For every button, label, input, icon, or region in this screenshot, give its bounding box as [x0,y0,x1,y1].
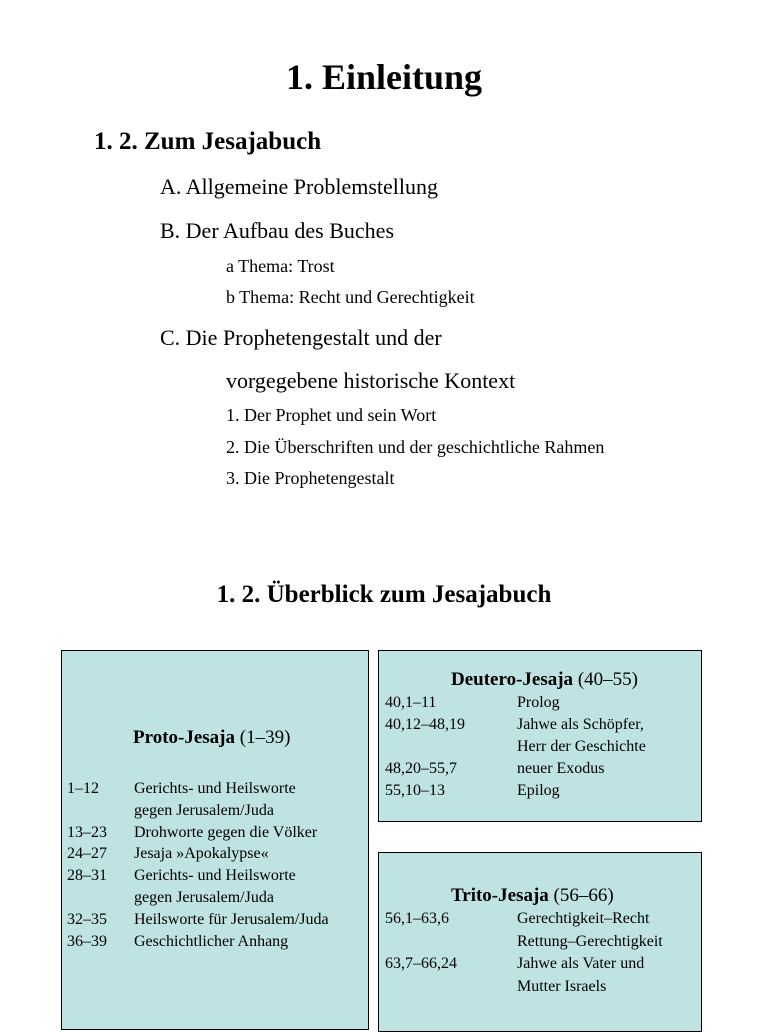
passage-description: Jahwe als Vater und [517,955,645,972]
deutero-jesaja-range: (40–55) [577,669,638,690]
outline-item-a: A. Allgemeine Problemstellung [160,174,439,199]
list-item [385,908,685,931]
passage-description: Heilsworte für Jerusalem/Juda [134,910,329,928]
passage-ref: 32–35 [67,910,107,928]
outline-subitem-c-1: 1. Der Prophet und sein Wort [226,405,437,425]
passage-ref: 1–12 [67,780,99,797]
passage-ref: 13–23 [67,823,107,841]
passage-description: gegen Jerusalem/Juda [134,801,274,819]
section-heading: 1. 2. Zum Jesajabuch [94,128,322,155]
passage-description: Mutter Israels [517,977,607,995]
outline-subitem-b-a: a Thema: Trost [226,256,335,276]
deutero-jesaja-title [451,669,638,691]
list-item [385,714,685,736]
list-item [385,780,685,802]
list-item [385,692,685,714]
outline-item-c: C. Die Prophetengestalt und der [160,325,442,350]
list-item [385,736,685,758]
outline-item-c-continued: vorgegebene historische Kontext [226,368,516,393]
trito-jesaja-name: Trito-Jesaja [451,885,554,906]
page-title: 1. Einleitung [285,57,483,97]
passage-description: Jahwe als Schöpfer, [517,716,644,733]
passage-ref: 40,1–11 [385,694,437,711]
passage-description: Geschichtlicher Anhang [134,932,289,950]
passage-ref: 28–31 [67,867,107,885]
list-item [67,887,367,909]
overview-heading: 1. 2. Überblick zum Jesajabuch [216,581,552,608]
passage-ref: 36–39 [67,932,107,950]
list-item [67,778,367,800]
outline-item-b: B. Der Aufbau des Buches [160,218,395,243]
passage-description: Gerichts- und Heilsworte [134,780,296,797]
passage-ref: 55,10–13 [385,782,445,799]
passage-ref: 63,7–66,24 [385,955,457,972]
list-item [385,758,685,780]
proto-jesaja-name: Proto-Jesaja [133,727,240,748]
list-item [385,931,685,954]
passage-description: Herr der Geschichte [517,738,646,755]
passage-description: Gerechtigkeit–Recht [517,910,650,927]
list-item [385,953,685,976]
deutero-jesaja-box [378,650,702,822]
list-item [67,822,367,844]
passage-description: Jesaja »Apokalypse« [134,845,269,863]
passage-description: Gerichts- und Heilsworte [134,867,296,885]
outline-subitem-c-3: 3. Die Prophetengestalt [226,468,395,488]
proto-jesaja-box [61,650,369,1030]
trito-jesaja-title [451,885,614,907]
list-item [67,865,367,887]
passage-description: Epilog [517,782,560,799]
passage-description: Prolog [517,694,560,711]
list-item [67,909,367,931]
list-item [67,931,367,953]
list-item [67,843,367,865]
list-item [385,976,685,999]
passage-ref: 56,1–63,6 [385,910,449,927]
list-item [67,800,367,822]
passage-ref: 48,20–55,7 [385,760,457,777]
trito-jesaja-range: (56–66) [553,885,614,906]
passage-description: gegen Jerusalem/Juda [134,889,274,906]
passage-description: neuer Exodus [517,760,605,777]
outline-subitem-b-b: b Thema: Recht und Gerechtigkeit [226,287,475,307]
proto-jesaja-range: (1–39) [239,727,291,748]
passage-ref: 40,12–48,19 [385,716,465,733]
outline-subitem-c-2: 2. Die Überschriften und der geschichtliche Rahmen [226,437,605,457]
passage-description: Rettung–Gerechtigkeit [517,932,663,950]
deutero-jesaja-name: Deutero-Jesaja [451,669,578,690]
proto-jesaja-title [133,727,290,749]
passage-ref: 24–27 [67,845,107,863]
trito-jesaja-box [378,852,702,1032]
passage-description: Drohworte gegen die Völker [134,823,318,841]
